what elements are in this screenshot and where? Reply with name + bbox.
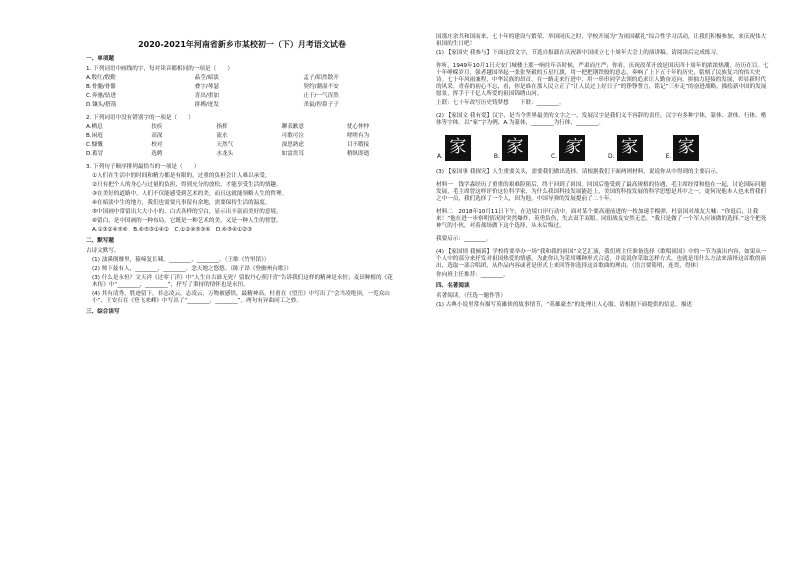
calligraphy-option-b: B. 家 xyxy=(493,135,528,161)
q3-sentence-5: ⑤中国画中常留出大大小小的、白式各样的空白，显示出丰富而美好的意境。 xyxy=(92,208,282,215)
question-4-intro: 古诗文默写。 xyxy=(86,247,120,254)
q2-option-b: B.闲庭 高深 流水 可歌可泣 嗟嗟有为 xyxy=(86,132,370,139)
left-column xyxy=(86,38,398,319)
q3-sentence-4: ④在暗淡中生的地方，我们也需要凡事留有余地，需要保持生活的温度。 xyxy=(92,199,271,206)
right-column xyxy=(436,34,770,311)
regular-script-glyph: 家 xyxy=(617,135,643,161)
seal-script-glyph: 家 xyxy=(445,135,471,161)
question-6-intro: 名著阅读。（任选一题作答） xyxy=(436,292,506,299)
calligraphy-option-e: E. 家 xyxy=(665,135,700,161)
activity-intro: 国那庄余共和国而来，七十年的建设与繁荣。举国同庆之时，学校开展为“为祖国献礼”综合性学习活动，让我们积极参加，来庆祝伟大祖国的生日吧！ xyxy=(436,34,767,47)
running-script-glyph: 家 xyxy=(673,135,699,161)
q5-part-1: (1) 【家国史 我参与】下面这段文字，节选自报载在庆祝新中国成立七十周年大会上的演讲稿。请阅读后完成练习。 xyxy=(436,49,722,56)
q2-option-a: A.栖息 扶疾 指挥 聊表歉意 忧心忡忡 xyxy=(86,123,370,130)
q5-part-4: (4) 【家国情 我倾诉】学校将要举办一场“我和我的祖国”文艺汇演，我们班主任准备选择《歌唱祖国》中的一节为演出内容，如果从一个人中的部分来抒发对祖国热爱的情感，为此你认为采用哪种形式合适，并说说你采取怎样方式，也就是用什么方法来演绎这首歌的演出，选取一部合唱团，从作品内容或者是形式上来回答你选择这首歌曲的理由。（语言要简明，连贯，得体） xyxy=(436,248,767,269)
q1-option-c: C.奔驰/钻进 喜出/重加 止于/一气浑然 xyxy=(86,92,339,99)
q3-sentence-3: ③在美好的道路中，人们不仅能感受到艺术的美，而且这就能领略人生的哲理。 xyxy=(92,190,288,197)
question-2: 2. 下列词语中没有错别字的一项是（ ） xyxy=(86,114,194,121)
section-single-choice-heading: 一、单项题 xyxy=(86,56,114,62)
q1-option-a: A.殷红/殷勤 晶莹/暗淡 孟子/陌然散开 xyxy=(86,74,339,81)
q4-item-3: (3) 什么是永恒？文天祥《过零丁洋》中“人生自古谁无死？留取丹心照汗青”告诉我们这样的精神是永恒；麦田种植的《花木传》中“________，________”，抒写了秉持的情怀也是永恒。 xyxy=(92,274,393,288)
q5-part-3: (3) 【家国事 我探究】人生重要关头，需要我们做出选择。请根据我们下面两则材料，说说你从中得到的主要启示。 xyxy=(436,168,722,175)
section-integrated-heading: 三、综合读写 xyxy=(86,308,120,315)
section-dictation-heading: 二、默写题 xyxy=(86,237,114,244)
q5-part-4-answer: 你向班主任推荐：________。 xyxy=(436,271,509,278)
q4-item-1: (1) 浊溪倒靡里，猿啼复长啸。________，________。（王维《竹里馆》） xyxy=(92,256,270,263)
q3-sentence-6: ⑥留白，是中国画的一种布局，它既是一种艺术的美，又是一种人生的智慧。 xyxy=(92,217,282,224)
q3-sentence-2: ②只有把个人的身心与过量的负担，得到充分的放松，才能享受生活的情趣。 xyxy=(92,181,282,188)
q5-part-1-passage: 你听，1949年10月1日天安门城楼上那一响往年音时候，严肃而庄严；你看，庆祝改革开放是国庆四十周年的浓浓热潮，历历在目。七十年峥嵘岁月，强者越国举起一张张坚毅的五星红旗，用一把把钢铁般的意志，奏响了上下五千年的历史，铭刻了民族复兴的伟大史诗。七十年风雨兼程，中华民族的昂首，在一路走来行进中，用一串串同学去领的追求让人勤奋迈向，拼抽力迎接的发展，彰显新时代的风采。青春的初心不忘，看，你是谁在那人民立正了“让人民过上好日子”的铮铮誓言，铭记“三步走”的奋进战略，描绘新中国的发展愿景，挥手于千亿人所爱的祖国锦绣山河。 xyxy=(436,62,769,97)
q4-item-4: (4) 其有清秀，胜迹留下，非志凌云，志凌云，万物被感悟，最精神高。杜甫在《望岳》中写出了“会当凌绝顶，一览众山小”，王安石在《登飞来峰》中写出了“________，________”。两句有异曲同工之妙。 xyxy=(92,290,390,304)
q2-option-d: D.蓄冒 选聘 水龙头 如雷贯耳 稍纵即逝 xyxy=(86,150,370,157)
q4-item-2: (2) 帅下兹有人，________，________。念天地之悠悠。（陈子昂《登幽州台歌》） xyxy=(92,265,292,272)
calligraphy-option-d: D. 家 xyxy=(607,135,643,161)
q2-option-c: C.慷慨 校对 天然气 深思熟虑 目不暇接 xyxy=(86,141,370,148)
q3-sentence-1: ①人们在生活中的时间和精力都是有限的，过重的负担会让人难以承受。 xyxy=(92,172,271,179)
cursive-script-glyph: 家 xyxy=(559,135,585,161)
q5-part-2: (2) 【家国文 我有爱】汉字，是当今世界最美的文字之一，发展汉字是我们义不容辞的责任。汉字有多种字体，篆体、隶体、行体、楷体等字体。以“家”字为例，A.为篆体，________为行体，________。 xyxy=(436,112,767,126)
exam-title: 2020-2021年河南省新乡市某校初一（下）月考语文试卷 xyxy=(138,40,346,49)
q5-part-3-answer: 我要启示：________。 xyxy=(436,235,492,242)
calligraphy-option-a: A. 家 xyxy=(436,135,471,161)
calligraphy-samples xyxy=(436,131,770,161)
question-3: 3. 下列句子顺序排列最恰当的一项是（ ） xyxy=(86,163,200,170)
q5-part-1-couplet: 上联：七十年改写历史铸梦想 下联：________。 xyxy=(436,99,565,106)
calligraphy-option-c: C. 家 xyxy=(550,135,585,161)
q1-option-b: B.骨髓/骨骼 叠字/琴瑟 契约/潮湿不安 xyxy=(86,83,339,90)
question-1: 1. 下列词语中画线的字，每对读音都相同的一项是（ ） xyxy=(86,65,233,72)
material-1: 材料一 钱学森经历了重重的艰难险阻后，终于回到了祖国。回国后他受到了最高规格的待遇，毛主席经常和他在一起，讨论国际问题发展，毛主席曾这样评价这位科学家，为什么我国科技发展能赶上，美国的科技发展的科学思想是其中之一，更何况他本人也未曾我们之中一员，我们选择了一个人，因为他，中国导弹的发展提前了二十年。 xyxy=(436,181,767,202)
clerical-script-glyph: 家 xyxy=(502,135,528,161)
q1-option-d: D.镶头/搭箭 拼搏/迸发 杀鼠/捏鼻子子 xyxy=(86,101,339,108)
q6-item-1: (1) 古典小说里常有描写英雄侠的故事情节，“英雄豪杰”的处理让人心服。请根据下面提供的信息，描述 xyxy=(436,301,693,308)
q3-options: A.①③②④⑤⑥ B.⑥⑤③①④② C.①②④⑤③⑥ D.⑥⑤④①②③ xyxy=(92,226,253,233)
material-2: 材料二 2018年10月11日下午，在边境口岸行动中，面对某个要高速前进的一枚加速手榴弹，杜富国对战友大喊：“你退后，让我来！”他在进一步察明情况时突然爆炸，英勇负伤，失去双手双眼。同组战友安然无恙，“我只是做了一个军人应该做的选择。”这个把死神气的小伙，对着战场做下这个选择，从未后悔过。 xyxy=(436,208,767,229)
section-classics-heading: 四、名著阅读 xyxy=(436,282,470,289)
